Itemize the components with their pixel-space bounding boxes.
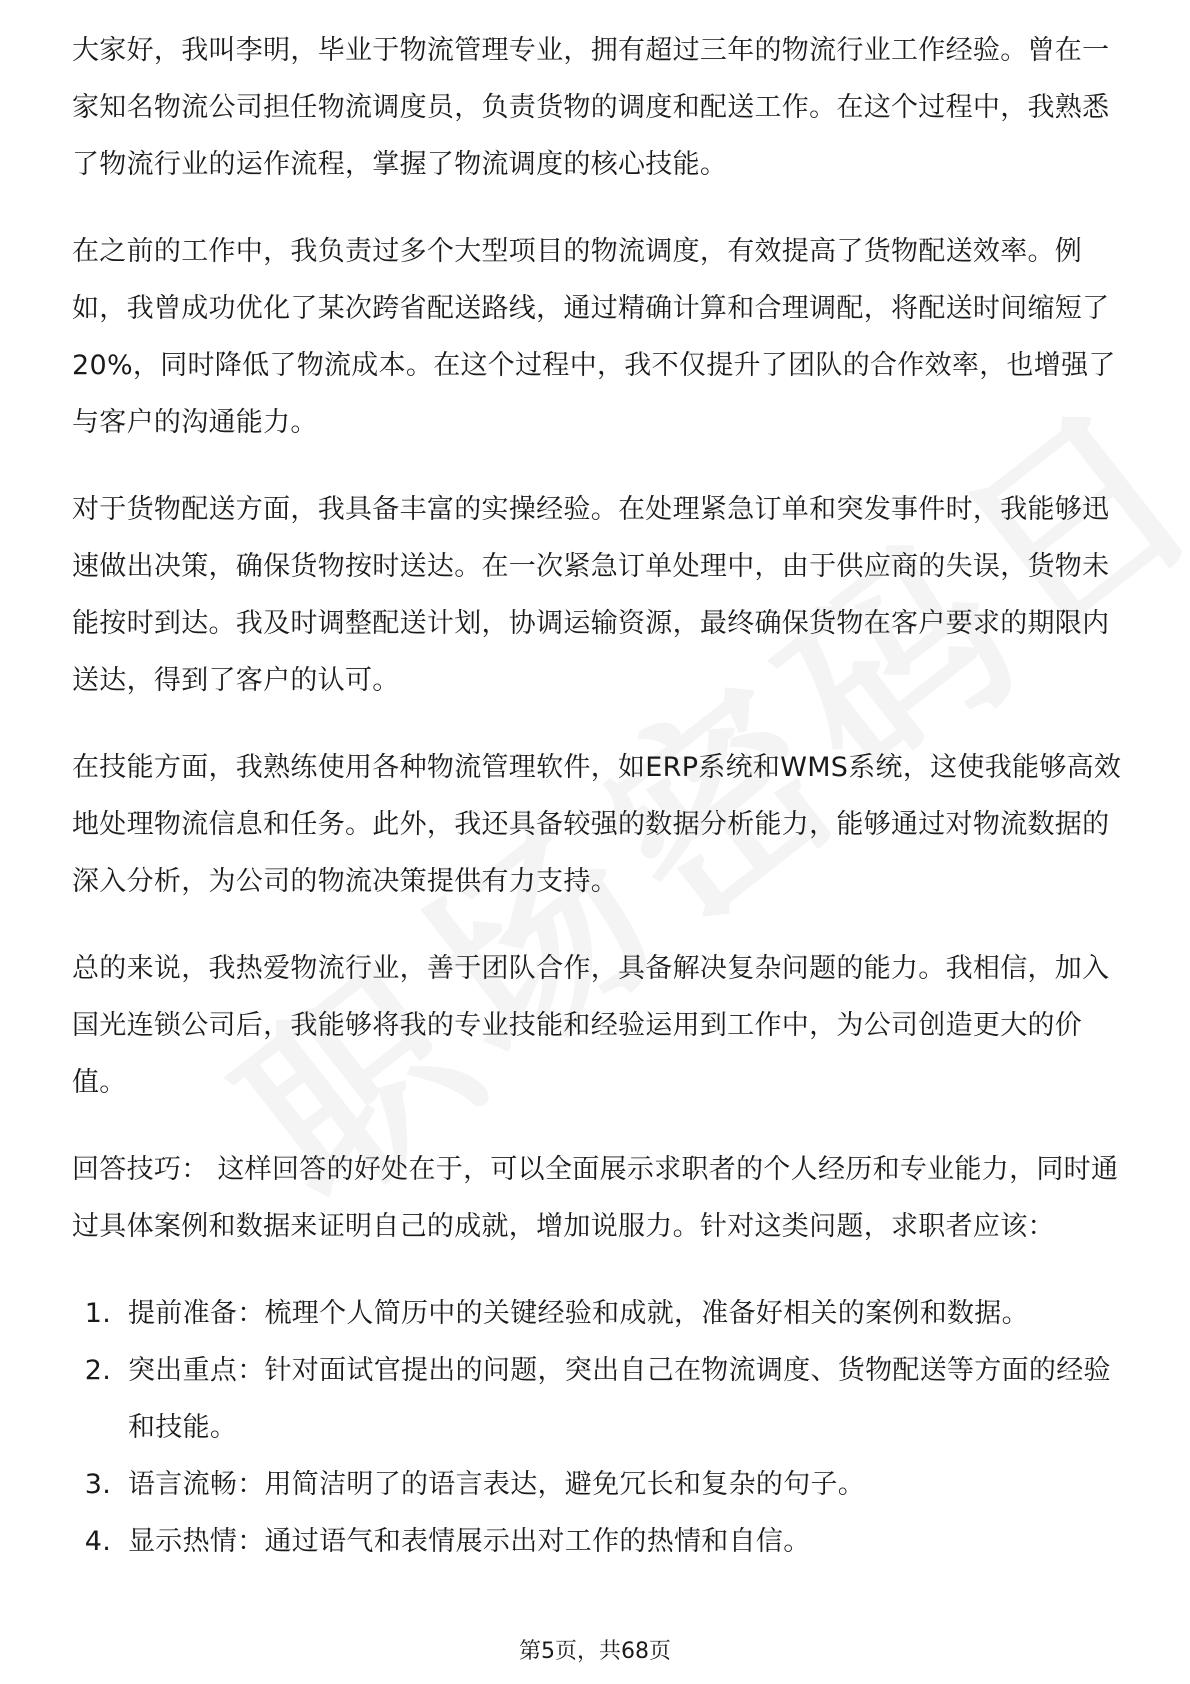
list-item: 4. 显示热情：通过语气和表情展示出对工作的热情和自信。 bbox=[120, 1513, 1122, 1570]
list-item: 3. 语言流畅：用简洁明了的语言表达，避免冗长和复杂的句子。 bbox=[120, 1456, 1122, 1513]
paragraph-summary: 总的来说，我热爱物流行业，善于团队合作，具备解决复杂问题的能力。我相信，加入国光连锁公司后，我能够将我的专业技能和经验运用到工作中，为公司创造更大的价值。 bbox=[72, 953, 1110, 1098]
tips-list bbox=[72, 1285, 1122, 1570]
page-number: 第5页，共68页 bbox=[519, 1639, 671, 1664]
paragraph-delivery: 对于货物配送方面，我具备丰富的实操经验。在处理紧急订单和突发事件时，我能够迅速做出决策，确保货物按时送达。在一次紧急订单处理中，由于供应商的失误，货物未能按时到达。我及时调整配送计划，协调运输资源，最终确保货物在客户要求的期限内送达，得到了客户的认可。 bbox=[72, 494, 1110, 696]
paragraph-intro: 大家好，我叫李明，毕业于物流管理专业，拥有超过三年的物流行业工作经验。曾在一家知名物流公司担任物流调度员，负责货物的调度和配送工作。在这个过程中，我熟悉了物流行业的运作流程，掌握了物流调度的核心技能。 bbox=[72, 35, 1110, 180]
list-item: 1. 提前准备：梳理个人简历中的关键经验和成就，准备好相关的案例和数据。 bbox=[120, 1285, 1122, 1342]
paragraph-answer-tips: 回答技巧： 这样回答的好处在于，可以全面展示求职者的个人经历和专业能力，同时通过具体案例和数据来证明自己的成就，增加说服力。针对这类问题，求职者应该： bbox=[72, 1154, 1119, 1242]
paragraph-skills: 在技能方面，我熟练使用各种物流管理软件，如ERP系统和WMS系统，这使我能够高效地处理物流信息和任务。此外，我还具备较强的数据分析能力，能够通过对物流数据的深入分析，为公司的物流决策提供有力支持。 bbox=[72, 752, 1122, 897]
document-body bbox=[72, 22, 1122, 1570]
list-item: 2. 突出重点：针对面试官提出的问题，突出自己在物流调度、货物配送等方面的经验和技能。 bbox=[120, 1342, 1122, 1456]
paragraph-experience: 在之前的工作中，我负责过多个大型项目的物流调度，有效提高了货物配送效率。例如，我曾成功优化了某次跨省配送路线，通过精确计算和合理调配，将配送时间缩短了20%，同时降低了物流成本。在这个过程中，我不仅提升了团队的合作效率，也增强了与客户的沟通能力。 bbox=[72, 236, 1116, 438]
